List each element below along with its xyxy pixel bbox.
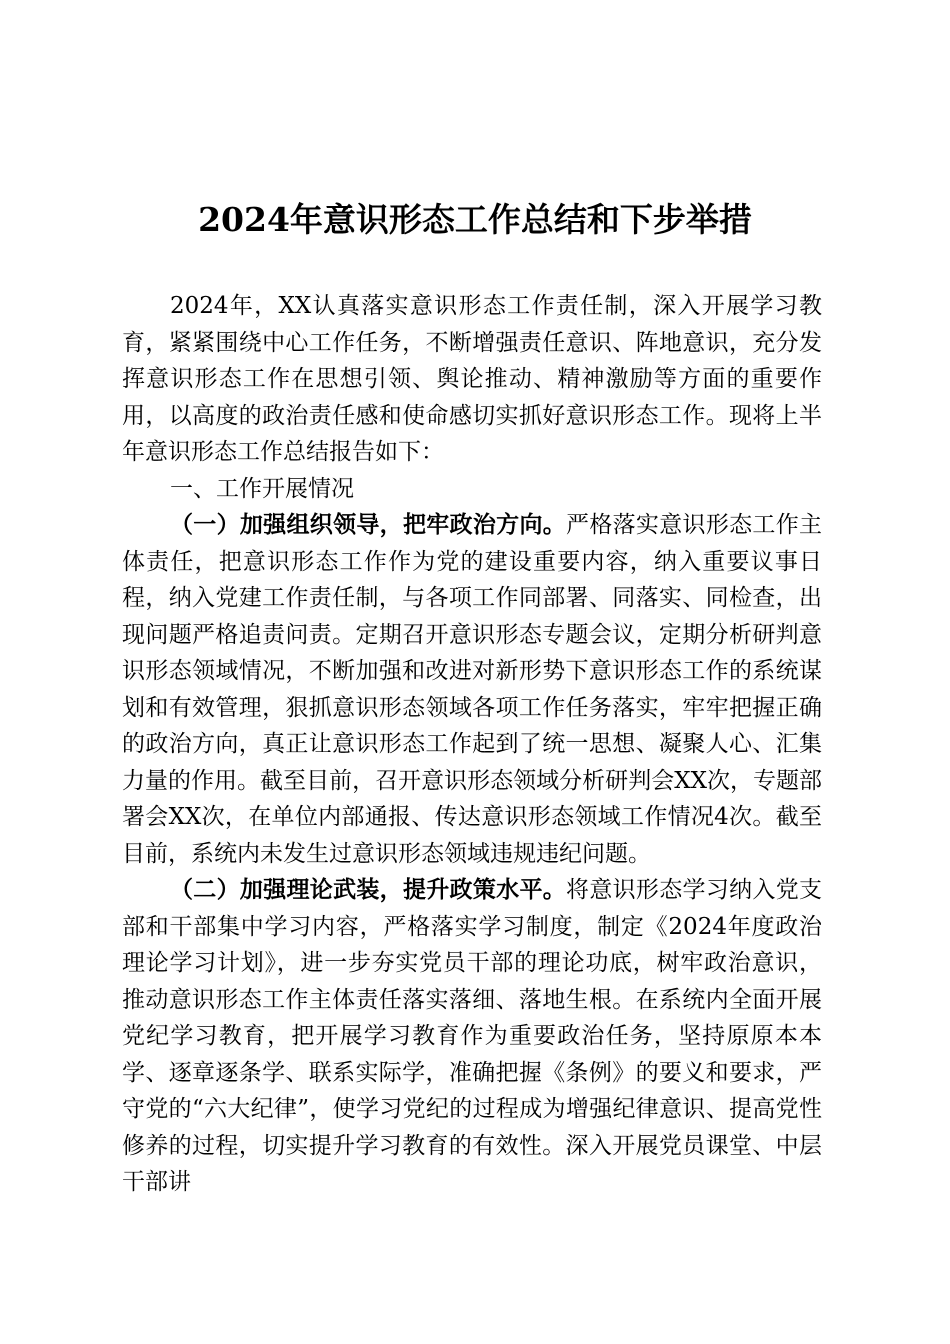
- section-heading: 一、工作开展情况: [170, 475, 354, 502]
- document-body: [122, 288, 822, 1201]
- item-1-text: 严格落实意识形态工作主体责任，把意识形态工作作为党的建设重要内容，纳入重要议事日程，纳入党建工作责任制，与各项工作同部署、同落实、同检查，出现问题严格追责问责。定期召开意识形态专题会议，定期分析研判意识形态领域情况，不断加强和改进对新形势下意识形态工作的系统谋划和有效管理，狠抓意识形态领域各项工作任务落实，牢牢把握正确的政治方向，真正让意识形态工作起到了统一思想、凝聚人心、汇集力量的作用。截至目前，召开意识形态领域分析研判会XX次，专题部署会XX次，在单位内部通报、传达意识形态领域工作情况4次。截至目前，系统内未发生过意识形态领域违规违纪问题。: [122, 512, 823, 867]
- document-title: 2024年意识形态工作总结和下步举措: [198, 200, 752, 239]
- item-1-lead: （一）加强组织领导，把牢政治方向。: [170, 511, 567, 538]
- item-2-lead: （二）加强理论武装，提升政策水平。: [170, 876, 567, 903]
- item-2-paragraph: [122, 872, 822, 1201]
- intro-paragraph: 2024年，XX认真落实意识形态工作责任制，深入开展学习教育，紧紧围绕中心工作任务，不断增强责任意识、阵地意识，充分发挥意识形态工作在思想引领、舆论推动、精神激励等方面的重要作用，以高度的政治责任感和使命感切实抓好意识形态工作。现将上半年意识形态工作总结报告如下：: [122, 293, 822, 465]
- item-1-paragraph: [122, 507, 822, 872]
- item-2-text: 将意识形态学习纳入党支部和干部集中学习内容，严格落实学习制度，制定《2024年度政治理论学习计划》，进一步夯实党员干部的理论功底，树牢政治意识，推动意识形态工作主体责任落实落细、落地生根。在系统内全面开展党纪学习教育，把开展学习教育作为重要政治任务，坚持原原本本学、逐章逐条学、联系实际学，准确把握《条例》的要义和要求，严守党的“六大纪律”，使学习党纪的过程成为增强纪律意识、提高党性修养的过程，切实提升学习教育的有效性。深入开展党员课堂、中层干部讲: [122, 877, 823, 1195]
